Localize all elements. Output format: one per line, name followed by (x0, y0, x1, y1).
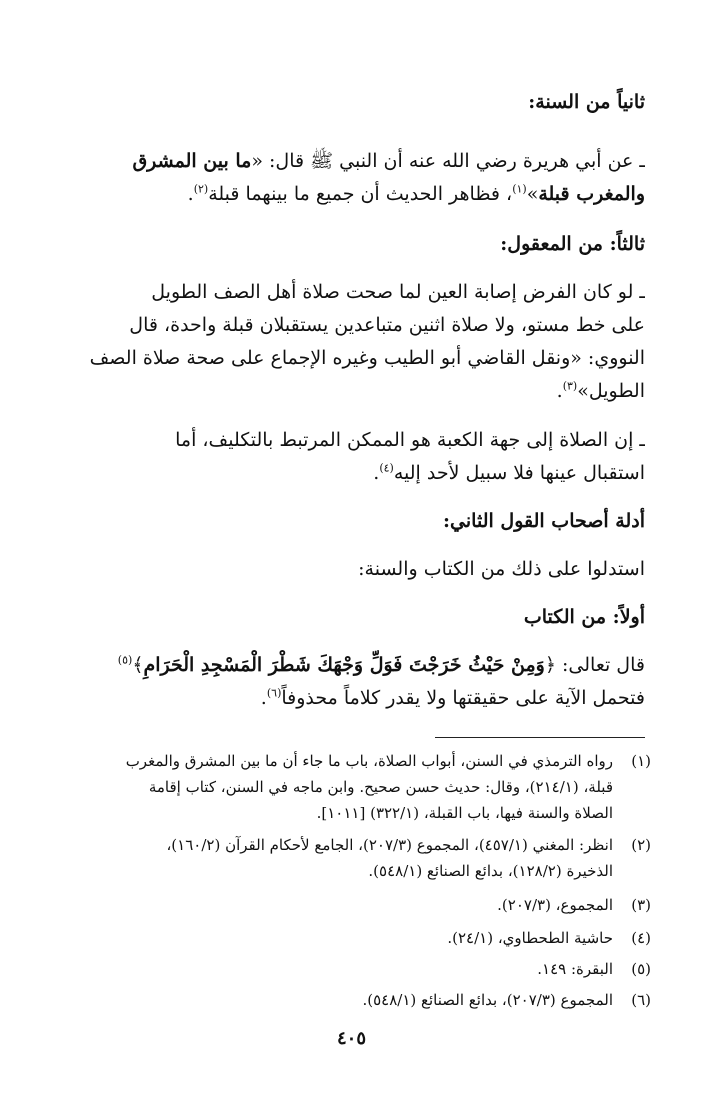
footnote-6 (46, 987, 651, 1013)
paragraph-aql-line-1: ـ لو كان الفرض إصابة العين لما صحت صلاة أهل الصف الطويل (151, 281, 645, 303)
footnote-line: المجموع (٢٠٧/٣)، بدائع الصنائع (٥٤٨/١). (362, 991, 613, 1009)
footnote-2 (46, 832, 651, 884)
footnote-ref-6: (٦) (266, 686, 282, 700)
page-number: ٤٠٥ (336, 1028, 366, 1049)
footnote-ref-4: (٤) (379, 461, 394, 475)
footnote-line: الذخيرة (١٢٨/٢)، بدائع الصنائع (٥٤٨/١). (368, 862, 613, 880)
footnote-line: الصلاة والسنة فيها، باب القبلة، (٣٢٢/١) [١٠١١]. (316, 804, 613, 822)
heading-second-opinion: أدلة أصحاب القول الثاني: (443, 510, 645, 532)
footnote-line: المجموع، (٢٠٧/٣). (497, 896, 613, 914)
heading-aql: ثالثاً: من المعقول: (500, 233, 645, 255)
paragraph-aql-line-3: النووي: «ونقل القاضي أبو الطيب وغيره الإجماع على صحة صلاة الصف (89, 347, 645, 369)
paragraph-hadith-line-2: والمغرب قبلة»$^{(١)}$، فظاهر الحديث أن جميع ما بينهما قبلة$^{(٢)}$. (187, 182, 645, 205)
footnote-separator (435, 737, 645, 738)
footnote-number: (٥) (631, 960, 651, 978)
footnote-5 (46, 956, 651, 982)
paragraph-hadith-line-1: ـ عن أبي هريرة رضي الله عنه أن النبي ﷺ قال: «ما بين المشرق (132, 150, 645, 172)
footnote-line: البقرة: ١٤٩. (537, 960, 613, 978)
footnote-ref-1: (١) (512, 182, 527, 196)
paragraph-jiha-line-2: استقبال عينها فلا سبيل لأحد إليه$^{(٤)}$. (373, 461, 645, 484)
paragraph-verse: قال تعالى: ﴿وَمِنْ حَيْثُ خَرَجْتَ فَوَلِّ وَجْهَكَ شَطْرَ الْمَسْجِدِ الْحَرَامِ﴾$^{(٥)}$ (117, 653, 645, 676)
paragraph-jiha-line-1: ـ إن الصلاة إلى جهة الكعبة هو الممكن المرتبط بالتكليف، أما (175, 429, 645, 451)
footnote-1 (46, 748, 651, 826)
footnote-3 (46, 892, 651, 918)
footnote-4 (46, 925, 651, 951)
footnote-number: (٦) (631, 991, 651, 1009)
footnote-line: قبلة، (٢١٤/١)، وقال: حديث حسن صحيح. وابن ماجه في السنن، كتاب إقامة (148, 778, 613, 796)
footnote-ref-3: (٣) (562, 379, 578, 393)
paragraph-istidlal: استدلوا على ذلك من الكتاب والسنة: (358, 558, 645, 580)
footnote-number: (٢) (631, 836, 651, 854)
paragraph-aql-line-2: على خط مستو، ولا صلاة اثنين متباعدين يستقبلان قبلة واحدة، قال (129, 314, 645, 336)
paragraph-aql-line-4: الطويل»$^{(٣)}$. (556, 379, 645, 402)
heading-kitab: أولاً: من الكتاب (523, 606, 645, 628)
footnote-ref-2: (٢) (193, 182, 209, 196)
footnote-ref-5: (٥) (117, 653, 133, 667)
paragraph-verse-explanation: فتحمل الآية على حقيقتها ولا يقدر كلاماً محذوفاً$^{(٦)}$. (260, 686, 645, 709)
footnote-line: حاشية الطحطاوي، (٢٤/١). (447, 929, 613, 947)
footnote-number: (٤) (631, 929, 651, 947)
footnote-line: رواه الترمذي في السنن، أبواب الصلاة، باب ما جاء أن ما بين المشرق والمغرب (125, 752, 613, 770)
heading-sunnah: ثانياً من السنة: (528, 91, 645, 113)
footnote-line: انظر: المغني (٤٥٧/١)، المجموع (٢٠٧/٣)، الجامع لأحكام القرآن (١٦٠/٢)، (166, 836, 613, 854)
footnote-number: (١) (631, 752, 651, 770)
quran-verse: وَمِنْ حَيْثُ خَرَجْتَ فَوَلِّ وَجْهَكَ شَطْرَ الْمَسْجِدِ الْحَرَامِ (143, 654, 545, 676)
footnote-number: (٣) (631, 896, 651, 914)
